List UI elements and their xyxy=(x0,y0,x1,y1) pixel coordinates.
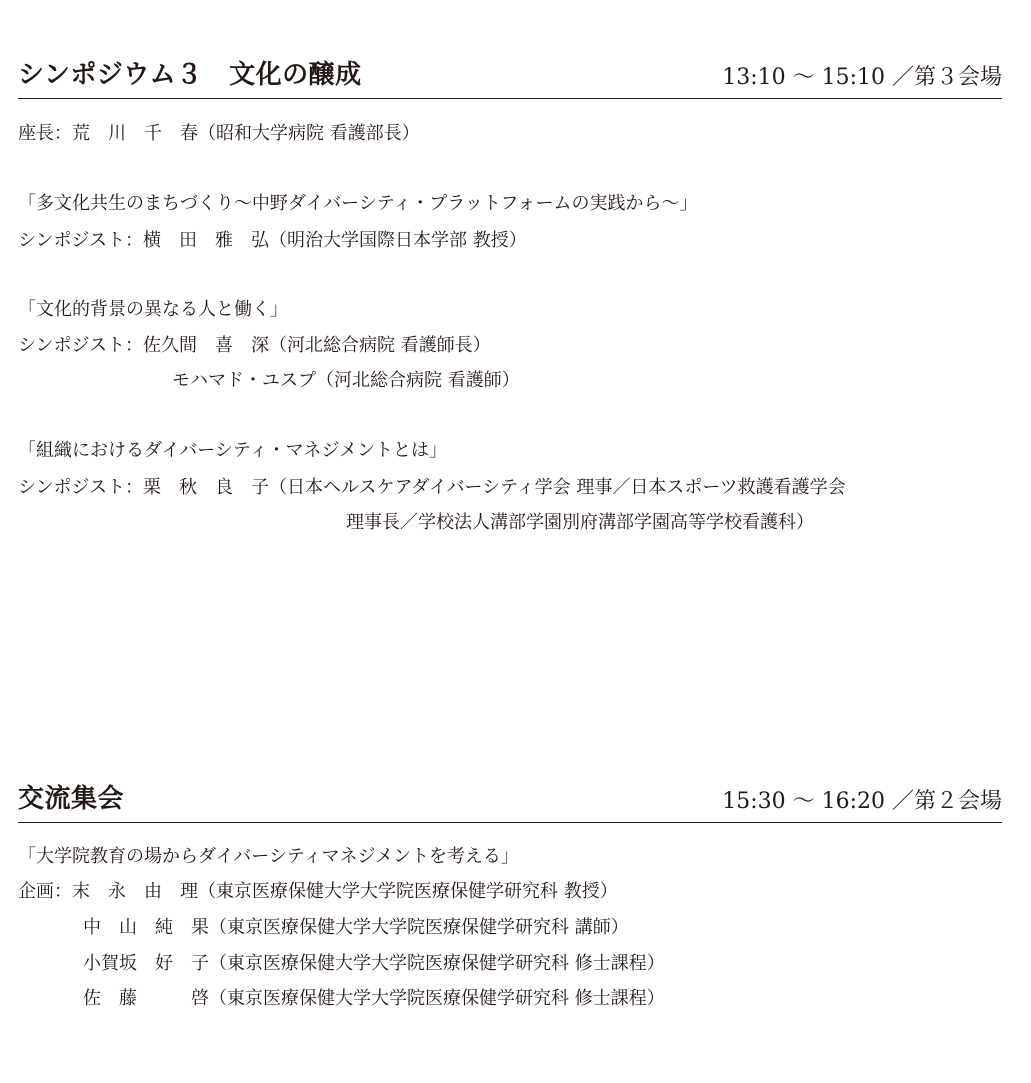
planner-line-4: 佐 藤 啓（東京医療保健大学大学院医療保健学研究科 修士課程） xyxy=(83,988,665,1009)
exchange-divider xyxy=(18,822,1002,823)
symposium-divider xyxy=(18,98,1002,99)
planner-line-2: 中 山 純 果（東京医療保健大学大学院医療保健学研究科 講師） xyxy=(83,917,629,938)
talk2-speaker-2: モハマド・ユスプ（河北総合病院 看護師） xyxy=(172,370,520,391)
exchange-header xyxy=(18,782,1002,822)
chair-line: 座長：荒 川 千 春（昭和大学病院 看護部長） xyxy=(18,123,420,144)
symposium-header xyxy=(18,58,1002,98)
exchange-title: 交流集会 xyxy=(18,784,125,814)
exchange-time: 15:30 〜 16:20 ／第２会場 xyxy=(722,789,1002,814)
exchange-section xyxy=(18,782,1002,1009)
talk1-title: 「多文化共生のまちづくり〜中野ダイバーシティ・プラットフォームの実践から〜」 xyxy=(18,193,698,214)
planner-line-1: 企画：末 永 由 理（東京医療保健大学大学院医療保健学研究科 教授） xyxy=(18,881,618,902)
symposium-time: 13:10 〜 15:10 ／第３会場 xyxy=(722,65,1002,90)
symposium-title: シンポジウム３ 文化の醸成 xyxy=(18,60,362,90)
talk1-speaker: シンポジスト：横 田 雅 弘（明治大学国際日本学部 教授） xyxy=(18,230,527,251)
planner-line-3: 小賀坂 好 子（東京医療保健大学大学院医療保健学研究科 修士課程） xyxy=(83,953,665,974)
talk3-speaker: シンポジスト：栗 秋 良 子（日本ヘルスケアダイバーシティ学会 理事／日本スポーツ救護看護学会 xyxy=(18,477,846,498)
talk3-speaker-continuation: 理事長／学校法人溝部学園別府溝部学園高等学校看護科） xyxy=(346,512,814,533)
talk2-speaker: シンポジスト：佐久間 喜 深（河北総合病院 看護師長） xyxy=(18,335,491,356)
talk2-title: 「文化的背景の異なる人と働く」 xyxy=(18,299,288,320)
exchange-talk-title: 「大学院教育の場からダイバーシティマネジメントを考える」 xyxy=(18,846,519,867)
symposium-section xyxy=(18,58,1002,533)
talk3-title: 「組織におけるダイバーシティ・マネジメントとは」 xyxy=(18,440,447,461)
